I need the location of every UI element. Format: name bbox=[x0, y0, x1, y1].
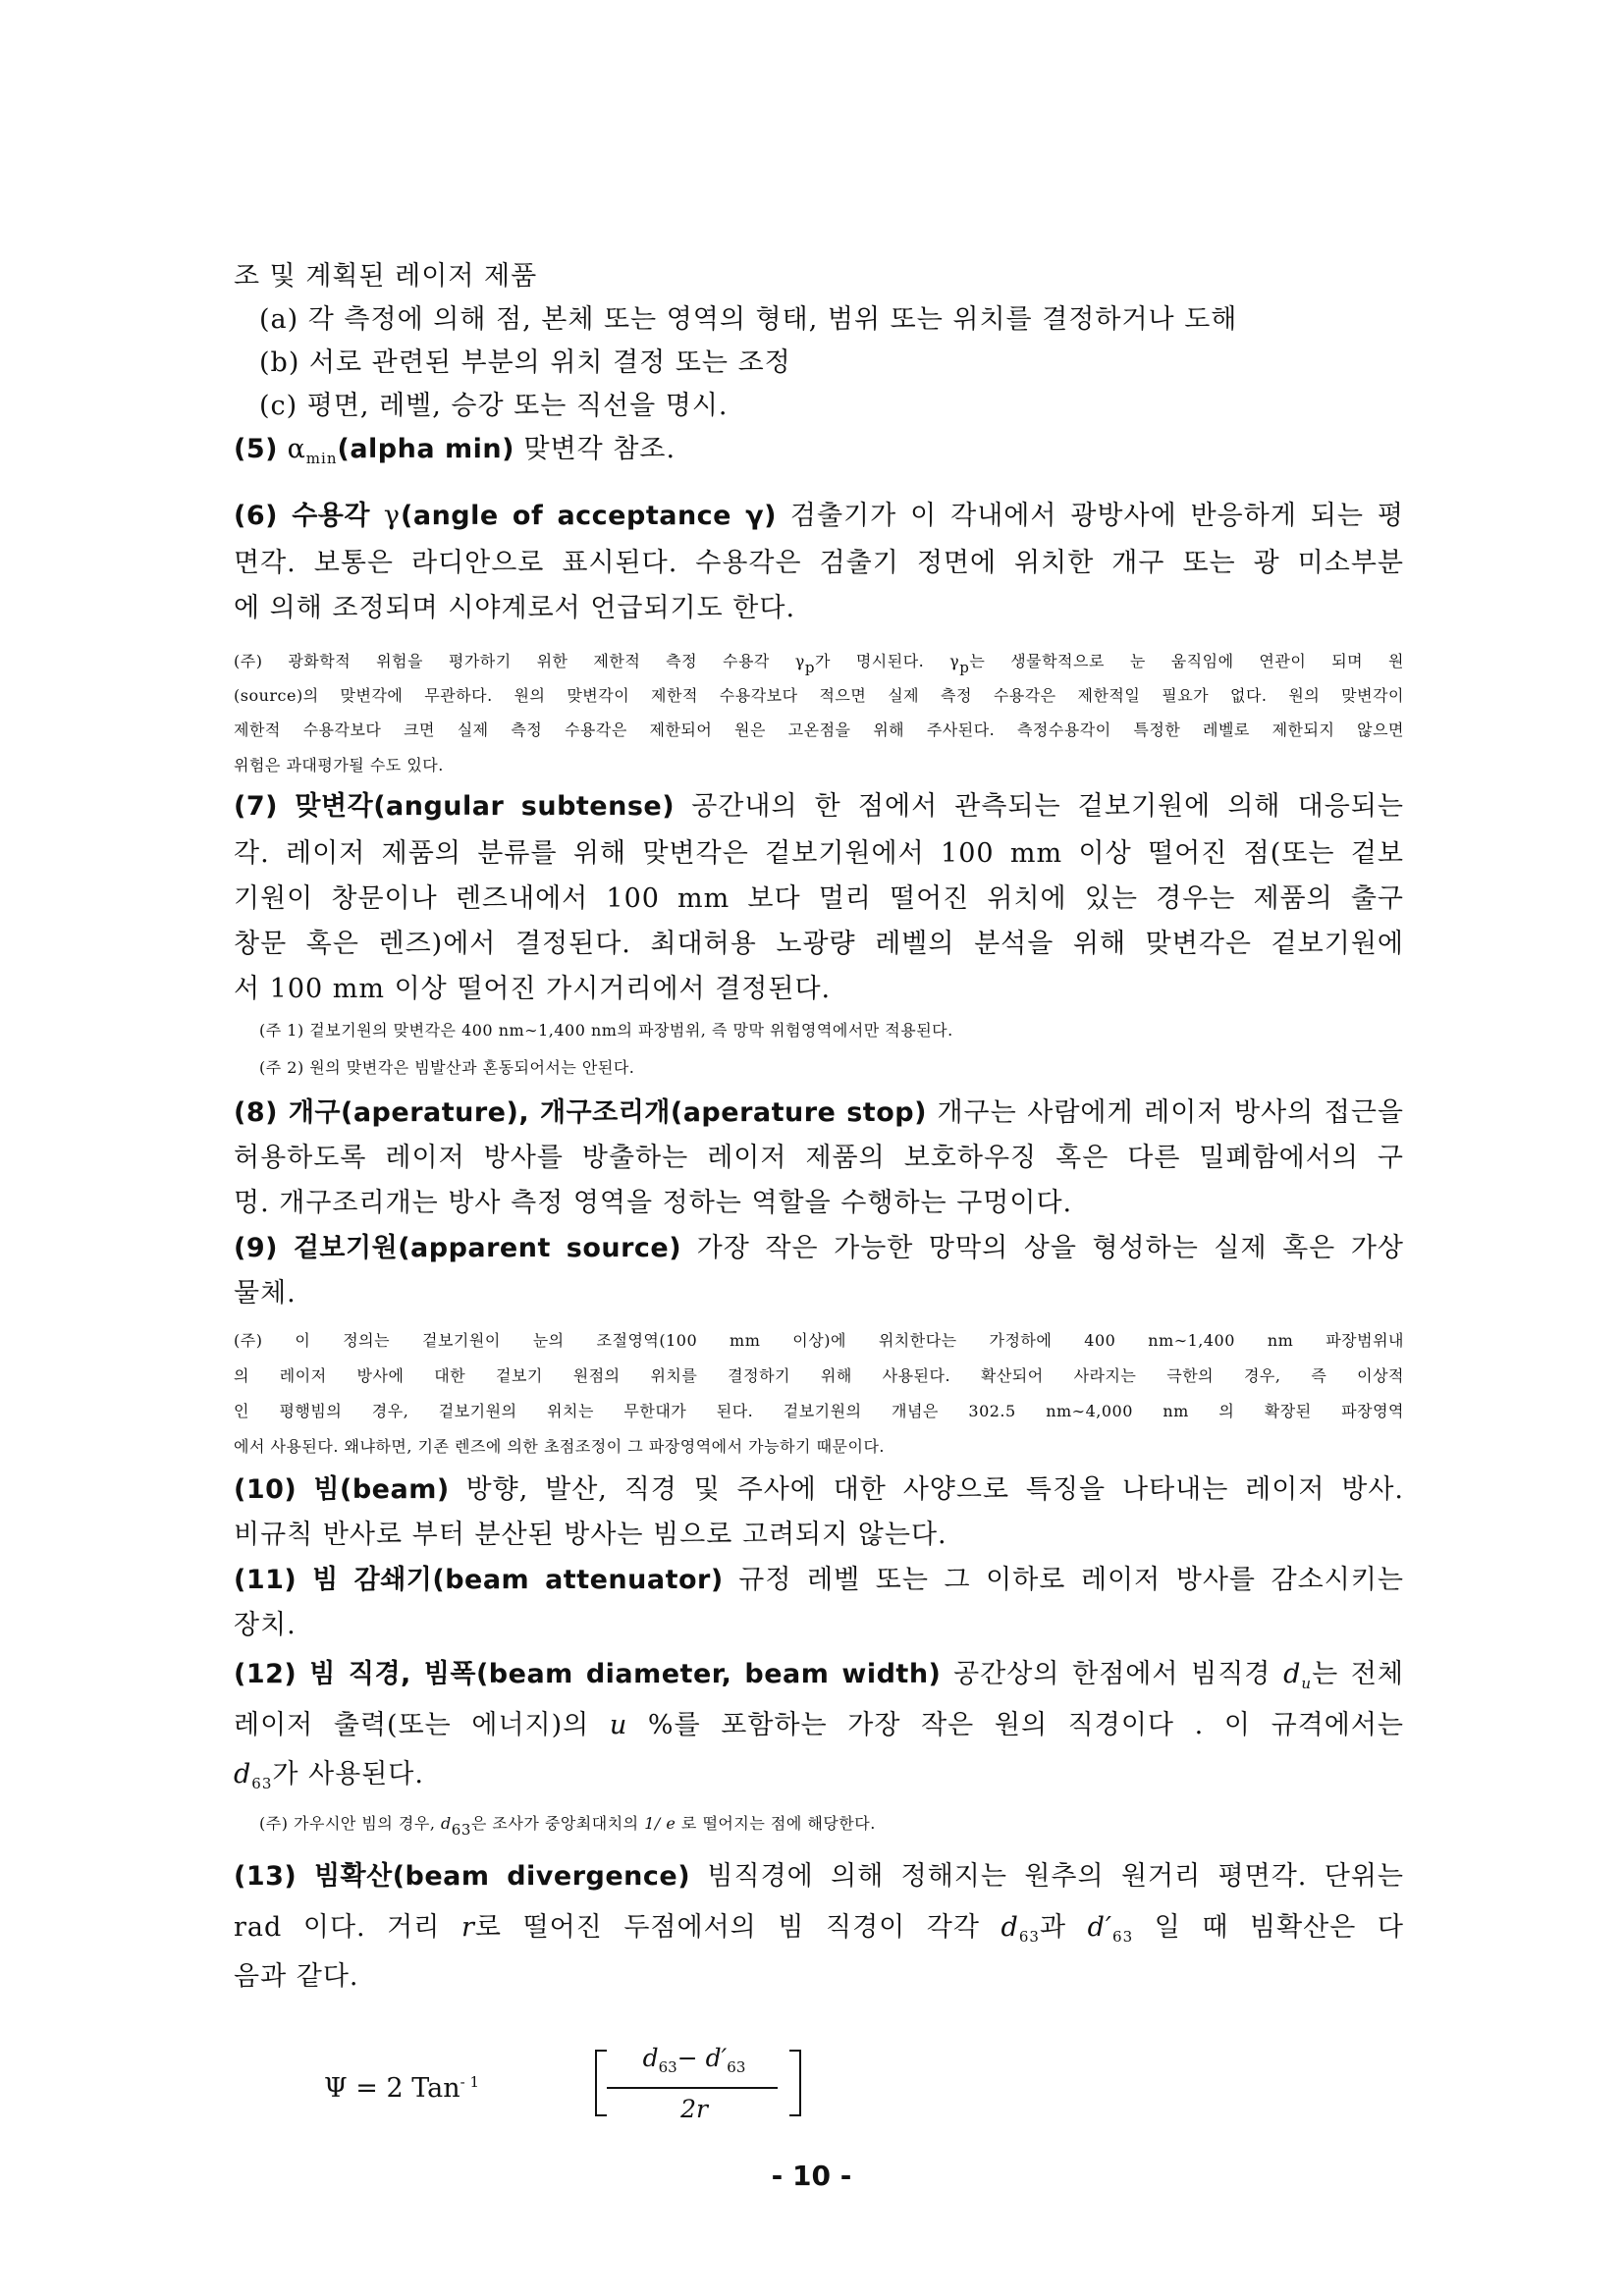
item-heading: (10) 빔 bbox=[234, 1474, 340, 1505]
text: 빔직경에 의해 정해지는 원추의 원거리 평면각. 단위는 bbox=[690, 1861, 1405, 1892]
text: 는 생물학적으로 눈 움직임에 연관이 되며 원 bbox=[969, 652, 1404, 670]
item-heading: (8) 개구 bbox=[234, 1097, 341, 1128]
definition-7 bbox=[234, 793, 1404, 823]
alpha-symbol: α bbox=[287, 434, 306, 464]
text-line: (b) 서로 관련된 부분의 위치 결정 또는 조정 bbox=[259, 347, 791, 378]
text-line: 허용하도록 레이저 방사를 방출하는 레이저 제품의 보호하우징 혹은 다른 밀폐함에서의 구 bbox=[234, 1143, 1404, 1173]
text-line: 에 의해 조정되며 시야계로서 언급되기도 한다. bbox=[234, 593, 796, 623]
fraction-bar bbox=[607, 2087, 778, 2089]
term: (beam diameter, beam width) bbox=[475, 1659, 942, 1689]
subscript: 63 bbox=[658, 2058, 677, 2076]
text: 검출기가 이 각내에서 광방사에 반응하게 되는 평 bbox=[776, 501, 1404, 531]
text: 로 떨어지는 점에 해당한다. bbox=[676, 1814, 876, 1833]
subscript: 63 bbox=[251, 1775, 273, 1792]
text: 공간상의 한점에서 빔직경 bbox=[941, 1659, 1284, 1689]
var-d: d bbox=[1283, 1659, 1302, 1689]
var-d: d bbox=[234, 1759, 252, 1789]
superscript: - 1 bbox=[460, 2073, 480, 2091]
item-heading: (13) 빔확산 bbox=[234, 1861, 393, 1892]
text-line bbox=[234, 1914, 1404, 1944]
item-number: (5) bbox=[234, 434, 278, 464]
beam-divergence-formula bbox=[324, 2030, 874, 2138]
definition-8 bbox=[234, 1099, 1404, 1129]
subscript: 63 bbox=[1018, 1928, 1040, 1946]
term: (beam attenuator) bbox=[432, 1565, 724, 1595]
note-line: 에서 사용된다. 왜냐하면, 기존 렌즈에 의한 초점조정이 그 파장영역에서 가능하기 때문이다. bbox=[234, 1437, 885, 1456]
note-line: 제한적 수용각보다 크면 실제 측정 수용각은 제한되어 원은 고온점을 위해 주사된다. 측정수용각이 특정한 레벨로 제한되지 않으면 bbox=[234, 721, 1404, 739]
item-heading: (11) 빔 감쇄기 bbox=[234, 1565, 433, 1595]
note-line: 인 평행빔의 경우, 겉보기원의 위치는 무한대가 된다. 겉보기원의 개념은 302.5 nm∼4,000 nm 의 확장된 파장영역 bbox=[234, 1402, 1404, 1420]
term: (angular subtense) bbox=[373, 791, 676, 822]
text-line: 각. 레이저 제품의 분류를 위해 맞변각은 겉보기원에서 100 mm 이상 떨어진 점(또는 겉보 bbox=[234, 838, 1404, 869]
definition-10 bbox=[234, 1476, 1404, 1506]
text-line: (a) 각 측정에 의해 점, 본체 또는 영역의 형태, 범위 또는 위치를 결정하거나 도해 bbox=[259, 304, 1238, 335]
subscript: u bbox=[1301, 1675, 1313, 1692]
text: 가 명시된다. γ bbox=[814, 652, 960, 670]
text: 는 전체 bbox=[1312, 1659, 1405, 1689]
text: 개구는 사람에게 레이저 방사의 접근을 bbox=[926, 1097, 1404, 1128]
var-r: r bbox=[460, 1912, 475, 1943]
text-line: 물체. bbox=[234, 1278, 297, 1308]
var-u: u bbox=[609, 1710, 628, 1740]
denominator: 2r bbox=[680, 2095, 708, 2123]
text-line: 창문 혹은 렌즈)에서 결정된다. 최대허용 노광량 레벨의 분석을 위해 맞변각은 겉보기원에 bbox=[234, 929, 1404, 959]
text: 규정 레벨 또는 그 이하로 레이저 방사를 감소시키는 bbox=[723, 1565, 1404, 1595]
term: (beam divergence) bbox=[392, 1861, 691, 1892]
definition-9 bbox=[234, 1235, 1404, 1264]
definition-13 bbox=[234, 1863, 1404, 1893]
note bbox=[234, 652, 1404, 676]
subscript: p bbox=[959, 659, 970, 676]
text: − d′ bbox=[676, 2044, 728, 2072]
item-heading: (7) 맞변각 bbox=[234, 791, 374, 822]
right-bracket bbox=[789, 2050, 801, 2116]
text: 은 조사가 중앙최대치의 bbox=[470, 1814, 645, 1833]
text: 가 사용된다. bbox=[272, 1759, 424, 1789]
text: 공간내의 한 점에서 관측되는 겉보기원에 의해 대응되는 bbox=[675, 791, 1404, 822]
text-line: 비규칙 반사로 부터 분산된 방사는 빔으로 고려되지 않는다. bbox=[234, 1520, 947, 1550]
term: (angle of acceptance γ) bbox=[401, 501, 777, 531]
var-d: d bbox=[642, 2044, 659, 2072]
definition-12 bbox=[234, 1661, 1404, 1690]
subscript: 63 bbox=[1112, 1928, 1134, 1946]
term: (apparent source) bbox=[398, 1233, 682, 1263]
var-d: d bbox=[1001, 1912, 1019, 1943]
text: 로 떨어진 두점에서의 빔 직경이 각각 bbox=[474, 1912, 1001, 1943]
text: 가장 작은 가능한 망막의 상을 형성하는 실제 혹은 가상 bbox=[681, 1233, 1404, 1263]
item-heading: (6) 수용각 bbox=[234, 501, 370, 531]
definition-11 bbox=[234, 1567, 1404, 1596]
text: 과 bbox=[1039, 1912, 1088, 1943]
var-d-prime: d′ bbox=[1087, 1912, 1113, 1943]
note-line: 의 레이저 방사에 대한 겉보기 원점의 위치를 결정하기 위해 사용된다. 확산되어 사라지는 극한의 경우, 즉 이상적 bbox=[234, 1366, 1404, 1385]
note: (주 1) 겉보기원의 맞변각은 400 nm∼1,400 nm의 파장범위, 즉 망막 위험영역에서만 적용된다. bbox=[259, 1021, 953, 1040]
text-line: 장치. bbox=[234, 1610, 297, 1640]
page-number: - 10 - bbox=[771, 2160, 852, 2192]
var-d: d bbox=[441, 1814, 452, 1833]
text: 맞변각 참조. bbox=[514, 434, 676, 464]
formula-lhs bbox=[324, 2073, 479, 2104]
definition-6 bbox=[234, 503, 1404, 532]
text-line: 기원이 창문이나 렌즈내에서 100 mm 보다 멀리 떨어진 위치에 있는 경우는 제품의 출구 bbox=[234, 883, 1404, 914]
note-line: (source)의 맞변각에 무관하다. 원의 맞변각이 제한적 수용각보다 적으면 실제 측정 수용각은 제한적일 필요가 없다. 원의 맞변각이 bbox=[234, 686, 1404, 705]
text-line: (c) 평면, 레벨, 승강 또는 직선을 명시. bbox=[259, 391, 729, 421]
subscript: min bbox=[305, 450, 338, 467]
subscript: 63 bbox=[451, 1821, 471, 1839]
term: (aperature), 개구조리개(aperature stop) bbox=[341, 1097, 927, 1128]
definition-5 bbox=[234, 436, 676, 466]
fraction: 1/ e bbox=[644, 1814, 676, 1833]
text: Ψ = 2 Tan bbox=[324, 2073, 460, 2104]
text-line: 서 100 mm 이상 떨어진 가시거리에서 결정된다. bbox=[234, 974, 832, 1004]
item-heading: (9) 겉보기원 bbox=[234, 1233, 399, 1263]
item-heading: (12) 빔 직경, 빔폭 bbox=[234, 1659, 476, 1689]
subscript: 63 bbox=[727, 2058, 746, 2076]
text: (주) 가우시안 빔의 경우, bbox=[259, 1814, 442, 1833]
text-line: 조 및 계획된 레이저 제품 bbox=[234, 261, 538, 292]
note: (주 2) 원의 맞변각은 빔발산과 혼동되어서는 안된다. bbox=[259, 1058, 635, 1077]
text: %를 포함하는 가장 작은 원의 직경이다 . 이 규격에서는 bbox=[627, 1710, 1404, 1740]
text: rad 이다. 거리 bbox=[234, 1912, 461, 1943]
gamma-symbol: γ bbox=[369, 501, 402, 531]
text-line: 멍. 개구조리개는 방사 측정 영역을 정하는 역할을 수행하는 구멍이다. bbox=[234, 1188, 1073, 1218]
term: (alpha min) bbox=[337, 434, 514, 464]
text-line bbox=[234, 1712, 1404, 1741]
text-line: 면각. 보통은 라디안으로 표시된다. 수용각은 검출기 정면에 위치한 개구 또는 광 미소부분 bbox=[234, 548, 1404, 578]
text-line: 음과 같다. bbox=[234, 1961, 359, 1992]
subscript: p bbox=[804, 659, 815, 676]
note-line: 위험은 과대평가될 수도 있다. bbox=[234, 756, 444, 774]
term: (beam) bbox=[340, 1474, 450, 1505]
text-line bbox=[234, 1761, 424, 1791]
note-line: (주) 이 정의는 겉보기원이 눈의 조절영역(100 mm 이상)에 위치한다는 가정하에 400 nm∼1,400 nm 파장범위내 bbox=[234, 1331, 1404, 1350]
text: 방향, 발산, 직경 및 주사에 대한 사양으로 특징을 나타내는 레이저 방사. bbox=[449, 1474, 1404, 1505]
numerator bbox=[611, 2044, 778, 2076]
text: (주) 광화학적 위험을 평가하기 위한 제한적 측정 수용각 γ bbox=[234, 652, 805, 670]
text: 레이저 출력(또는 에너지)의 bbox=[234, 1710, 610, 1740]
note bbox=[259, 1816, 876, 1838]
left-bracket bbox=[595, 2050, 607, 2116]
text: 일 때 빔확산은 다 bbox=[1133, 1912, 1405, 1943]
